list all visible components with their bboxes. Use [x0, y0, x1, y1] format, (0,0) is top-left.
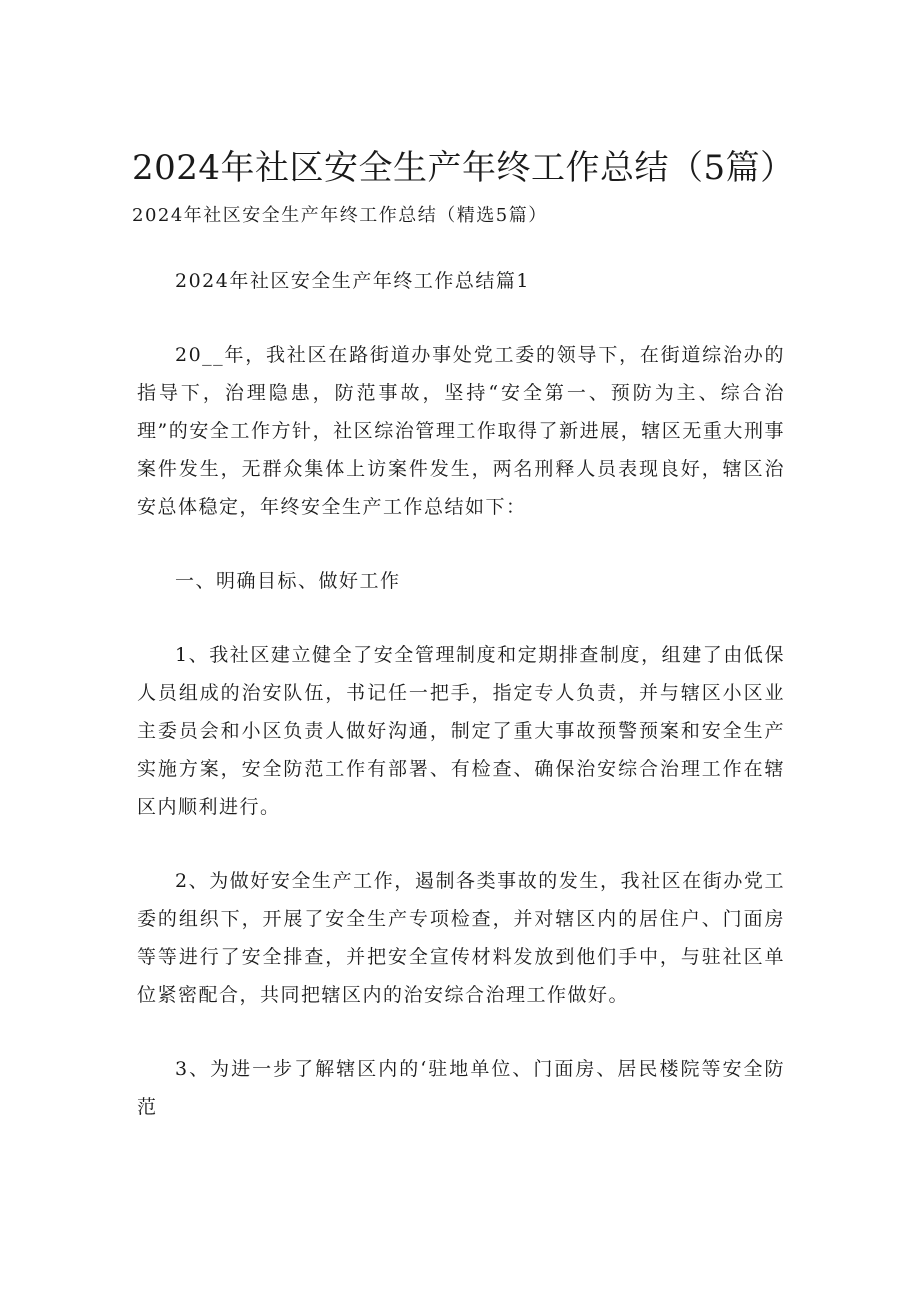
- document-body: [137, 262, 785, 1162]
- section-title: 2024年社区安全生产年终工作总结篇1: [175, 270, 530, 292]
- paragraph-item-3: 3、为进一步了解辖区内的‘驻地单位、门面房、居民楼院等安全防范: [137, 1058, 785, 1118]
- paragraph-item-1: 1、我社区建立健全了安全管理制度和定期排查制度，组建了由低保人员组成的治安队伍，书记任一把手，指定专人负责，并与辖区小区业主委员会和小区负责人做好沟通，制定了重大事故预警预案和安全生产实施方案，安全防范工作有部署、有检查、确保治安综合治理工作在辖区内顺利进行。: [137, 644, 785, 818]
- document-subtitle: 2024年社区安全生产年终工作总结（精选5篇）: [132, 205, 548, 226]
- paragraph-heading-1: 一、明确目标、做好工作: [175, 570, 401, 592]
- paragraph-item-2: 2、为做好安全生产工作，遏制各类事故的发生，我社区在街办党工委的组织下，开展了安全生产专项检查，并对辖区内的居住户、门面房等等进行了安全排查，并把安全宣传材料发放到他们手中，与驻社区单位紧密配合，共同把辖区内的治安综合治理工作做好。: [137, 870, 785, 1006]
- paragraph-intro: 20__年，我社区在路街道办事处党工委的领导下，在街道综治办的指导下，治理隐患，防范事故，坚持“安全第一、预防为主、综合治理”的安全工作方针，社区综治管理工作取得了新进展，辖区无重大刑事案件发生，无群众集体上访案件发生，两名刑释人员表现良好，辖区治安总体稳定，年终安全生产工作总结如下：: [137, 344, 785, 518]
- document-title: 2024年社区安全生产年终工作总结（5篇）: [132, 148, 795, 188]
